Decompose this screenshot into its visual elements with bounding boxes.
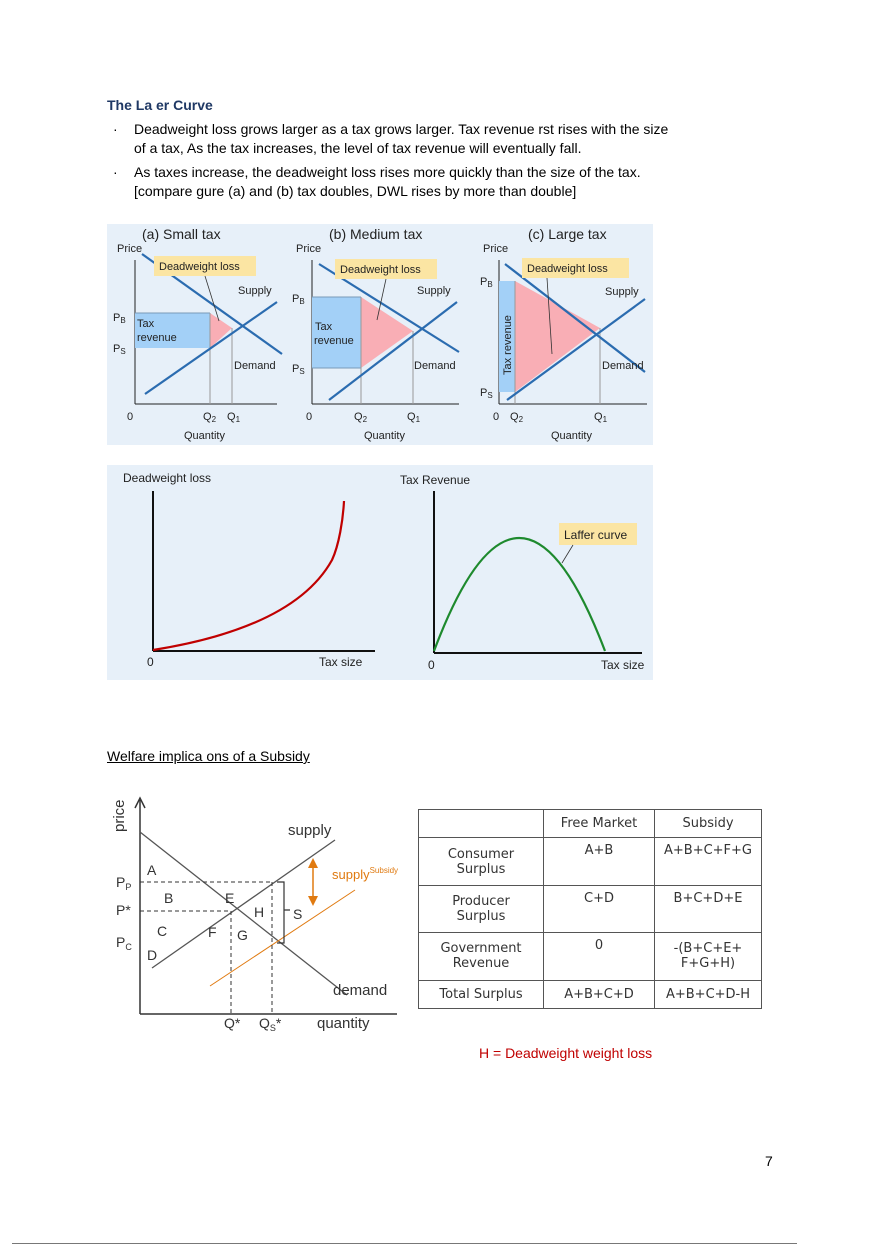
panel-b-title: (b) Medium tax xyxy=(329,226,423,242)
panel-a-demand-label: Demand xyxy=(234,360,276,372)
panel-b-price-label: Price xyxy=(296,243,322,255)
dwl-curve xyxy=(153,501,344,650)
subsidy-shift-arrow-up xyxy=(308,858,318,868)
laffer-chart-ylabel: Tax Revenue xyxy=(400,473,471,487)
panel-c-title: (c) Large tax xyxy=(528,226,607,242)
area-b-label: B xyxy=(164,890,174,906)
tax-panels-figure xyxy=(107,224,653,445)
panel-large-tax xyxy=(480,226,647,442)
subsidy-qs-label: $Q_S*$ xyxy=(259,1015,282,1033)
panel-c-quantity-label: Quantity xyxy=(551,430,592,442)
page-number: 7 xyxy=(765,1153,773,1169)
panel-c-demand-label: Demand xyxy=(602,360,644,372)
area-f-label: F xyxy=(208,924,217,940)
bullet-1-line-2: of a tax, As the tax increases, the level of tax revenue will eventually fall. xyxy=(134,140,582,156)
subsidy-demand-label: demand xyxy=(333,982,388,999)
panel-a-dwl-area xyxy=(210,313,232,348)
panel-b-ps-label: PS xyxy=(292,363,305,376)
subsidy-quantity-label: quantity xyxy=(317,1015,370,1032)
panel-c-dwl-area xyxy=(515,281,600,392)
area-h-label: H xyxy=(254,904,265,920)
panel-a-q2-label: Q2 xyxy=(203,411,217,424)
bullet-text-1 xyxy=(134,120,774,158)
panel-b-supply-label: Supply xyxy=(417,285,451,297)
table-row-label: Government Revenue xyxy=(419,933,544,980)
table-header-free-market: Free Market xyxy=(544,810,655,838)
area-d-label: D xyxy=(147,947,158,963)
panel-c-price-label: Price xyxy=(483,243,509,255)
table-cell-subsidy: B+C+D+E xyxy=(655,885,762,932)
laffer-callout-pointer xyxy=(562,545,573,563)
table-cell-subsidy: A+B+C+D-H xyxy=(655,980,762,1008)
panel-a-quantity-label: Quantity xyxy=(184,430,225,442)
panel-b-q1-label: Q1 xyxy=(407,411,421,424)
panel-b-demand-label: Demand xyxy=(414,360,456,372)
panel-b-pb-label: PB xyxy=(292,293,305,306)
section-heading: The La er Curve xyxy=(107,97,213,113)
table-header-subsidy: Subsidy xyxy=(655,810,762,838)
deadweight-loss-note: H = Deadweight weight loss xyxy=(479,1045,653,1061)
bullet-2-line-2: [compare gure (a) and (b) tax doubles, DWL rises by more than double] xyxy=(134,183,577,199)
table-cell-free: A+B xyxy=(544,838,655,885)
dwl-chart-ylabel: Deadweight loss xyxy=(123,471,212,485)
dwl-chart-xlabel: Tax size xyxy=(319,655,363,669)
tax-panels-svg xyxy=(107,224,653,445)
subsidy-price-label: price xyxy=(111,799,128,832)
table-header-blank xyxy=(419,810,544,838)
table-row-label: Total Surplus xyxy=(419,980,544,1008)
panel-a-revenue-label: revenue xyxy=(137,332,177,344)
panel-medium-tax xyxy=(292,226,459,442)
subsidy-s-label: S xyxy=(293,906,303,922)
panel-a-supply-label: Supply xyxy=(238,285,272,297)
panel-c-q2-label: Q2 xyxy=(510,411,524,424)
panel-b-tax-label: Tax xyxy=(315,321,333,333)
subsidy-qstar-label: Q* xyxy=(224,1015,241,1031)
subsidy-supply-curve xyxy=(152,840,335,968)
table-cell-free: 0 xyxy=(544,933,655,980)
table-row xyxy=(419,885,762,932)
panel-a-dwl-label: Deadweight loss xyxy=(159,261,240,273)
dwl-chart-origin: 0 xyxy=(147,655,154,669)
table-header-row xyxy=(419,810,762,838)
surplus-table xyxy=(418,809,762,1009)
dwl-laffer-figure xyxy=(107,465,653,680)
dwl-laffer-svg xyxy=(107,465,653,680)
table-row xyxy=(419,933,762,980)
subsidy-pc-label: $P_C$ xyxy=(116,934,132,952)
panel-a-price-label: Price xyxy=(117,243,143,255)
panel-b-revenue-label: revenue xyxy=(314,335,354,347)
subsidy-graph-svg xyxy=(107,790,412,1040)
subsidy-demand-curve xyxy=(140,832,347,995)
panel-c-dwl-label: Deadweight loss xyxy=(527,263,608,275)
subsidy-shift-arrow-down xyxy=(308,896,318,906)
table-cell-subsidy: A+B+C+F+G xyxy=(655,838,762,885)
panel-c-origin: 0 xyxy=(493,411,500,423)
dwl-chart xyxy=(123,471,375,669)
panel-b-origin: 0 xyxy=(306,411,313,423)
footer-rule xyxy=(12,1243,797,1244)
panel-a-pb-label: PB xyxy=(113,312,126,325)
subsidy-graph xyxy=(107,790,412,1040)
table-row-label: Producer Surplus xyxy=(419,885,544,932)
panel-a-title: (a) Small tax xyxy=(142,226,221,242)
area-e-label: E xyxy=(225,890,235,906)
panel-a-origin: 0 xyxy=(127,411,134,423)
subsidy-supply-subsidy-label: supply$^{Subsidy}$ xyxy=(332,866,399,882)
laffer-chart-xlabel: Tax size xyxy=(601,658,645,672)
panel-c-q1-label: Q1 xyxy=(594,411,608,424)
table-cell-free: A+B+C+D xyxy=(544,980,655,1008)
table-row xyxy=(419,838,762,885)
bullet-1-line-1: Deadweight loss grows larger as a tax grows larger. Tax revenue rst rises with the size xyxy=(134,121,669,137)
subsidy-supply-label: supply xyxy=(288,822,332,839)
area-g-label: G xyxy=(237,927,248,943)
bullet-marker: · xyxy=(113,121,118,137)
bullet-text-2 xyxy=(134,163,774,201)
laffer-curve xyxy=(434,538,605,651)
panel-a-tax-label: Tax xyxy=(137,318,155,330)
area-c-label: C xyxy=(157,923,168,939)
laffer-chart-origin: 0 xyxy=(428,658,435,672)
table-row-label: Consumer Surplus xyxy=(419,838,544,885)
laffer-callout-label: Laffer curve xyxy=(564,528,628,542)
panel-b-q2-label: Q2 xyxy=(354,411,368,424)
panel-c-pb-label: PB xyxy=(480,276,493,289)
table-cell-subsidy: -(B+C+E+ F+G+H) xyxy=(655,933,762,980)
panel-small-tax xyxy=(113,226,282,442)
panel-c-tax-revenue-label: Tax revenue xyxy=(502,315,514,375)
subsidy-pstar-label: P* xyxy=(116,902,131,918)
area-a-label: A xyxy=(147,862,157,878)
bullet-2-line-1: As taxes increase, the deadweight loss rises more quickly than the size of the tax. xyxy=(134,164,641,180)
bullet-marker: · xyxy=(113,164,118,180)
table-cell-free: C+D xyxy=(544,885,655,932)
panel-a-ps-label: PS xyxy=(113,343,126,356)
laffer-chart xyxy=(400,473,645,672)
subsidy-pp-label: $P_P$ xyxy=(116,874,132,892)
subsidy-heading: Welfare implica ons of a Subsidy xyxy=(107,748,310,764)
panel-b-quantity-label: Quantity xyxy=(364,430,405,442)
panel-c-ps-label: PS xyxy=(480,387,493,400)
panel-a-q1-label: Q1 xyxy=(227,411,241,424)
panel-c-supply-label: Supply xyxy=(605,286,639,298)
table-row xyxy=(419,980,762,1008)
panel-b-dwl-label: Deadweight loss xyxy=(340,264,421,276)
